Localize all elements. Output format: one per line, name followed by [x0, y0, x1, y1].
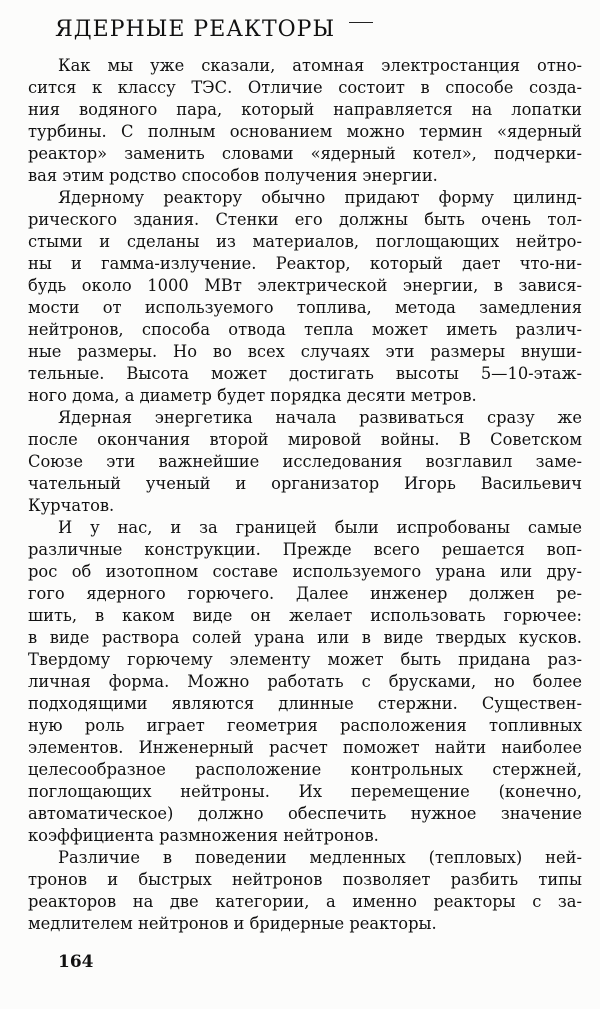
text-line: целесообразное расположение контрольных стержней,	[28, 760, 582, 779]
text-line: автоматическое) должно обеспечить нужное значение	[28, 804, 582, 823]
page-number: 164	[58, 952, 94, 972]
text-line: Ядерная энергетика начала развиваться сразу же	[58, 408, 582, 427]
paragraph-4	[28, 517, 582, 847]
heading-title: ЯДЕРНЫЕ РЕАКТОРЫ	[55, 16, 336, 42]
text-line: Союзе эти важнейшие исследования возглавил заме-	[28, 452, 582, 471]
text-line: различные конструкции. Прежде всего решается воп-	[28, 540, 582, 559]
text-line: личная форма. Можно работать с брусками, но более	[28, 672, 582, 691]
paragraph-1	[28, 55, 582, 187]
text-line: реакторов на две категории, а именно реакторы с за-	[28, 892, 582, 911]
text-line: ные размеры. Но во всех случаях эти размеры внуши-	[28, 342, 582, 361]
text-line: Различие в поведении медленных (тепловых) ней-	[58, 848, 582, 867]
text-line: чательный ученый и организатор Игорь Васильевич	[28, 474, 582, 493]
paragraph-5	[28, 847, 582, 935]
text-line: медлителем нейтронов и бридерные реакторы.	[28, 914, 437, 933]
text-line: нейтронов, способа отвода тепла может иметь различ-	[28, 320, 582, 339]
body-text	[28, 55, 582, 935]
paragraph-2	[28, 187, 582, 407]
text-line: рического здания. Стенки его должны быть очень тол-	[28, 210, 582, 229]
text-line: гого ядерного горючего. Далее инженер должен ре-	[28, 584, 582, 603]
text-line: в виде раствора солей урана или в виде твердых кусков.	[28, 628, 582, 647]
paragraph-3	[28, 407, 582, 517]
text-line: элементов. Инженерный расчет поможет найти наиболее	[28, 738, 582, 757]
text-line: поглощающих нейтроны. Их перемещение (конечно,	[28, 782, 582, 801]
text-line: стыми и сделаны из материалов, поглощающих нейтро-	[28, 232, 582, 251]
text-line: тронов и быстрых нейтронов позволяет разбить типы	[28, 870, 582, 889]
text-line: ны и гамма-излучение. Реактор, который дает что-ни-	[28, 254, 582, 273]
text-line: Курчатов.	[28, 496, 115, 515]
text-line: вая этим родство способов получения энергии.	[28, 166, 438, 185]
text-line: сится к классу ТЭС. Отличие состоит в способе созда-	[28, 78, 582, 97]
text-line: рос об изотопном составе используемого урана или дру-	[28, 562, 582, 581]
text-line: турбины. С полным основанием можно термин «ядерный	[28, 122, 582, 141]
text-line: тельные. Высота может достигать высоты 5—10-этаж-	[28, 364, 582, 383]
page-heading	[55, 12, 575, 46]
text-line: И у нас, и за границей были испробованы самые	[58, 518, 582, 537]
text-line: ную роль играет геометрия расположения топливных	[28, 716, 582, 735]
text-line: реактор» заменить словами «ядерный котел», подчерки-	[28, 144, 582, 163]
heading-rule	[349, 22, 373, 23]
text-line: Ядерному реактору обычно придают форму цилинд-	[58, 188, 582, 207]
text-line: шить, в каком виде он желает использовать горючее:	[28, 606, 582, 625]
text-line: Твердому горючему элементу может быть придана раз-	[28, 650, 582, 669]
text-line: коэффициента размножения нейтронов.	[28, 826, 379, 845]
text-line: после окончания второй мировой войны. В Советском	[28, 430, 582, 449]
text-line: Как мы уже сказали, атомная электростанция отно-	[58, 56, 582, 75]
text-line: мости от используемого топлива, метода замедления	[28, 298, 582, 317]
text-line: ного дома, а диаметр будет порядка десяти метров.	[28, 386, 477, 405]
text-line: подходящими являются длинные стержни. Существен-	[28, 694, 582, 713]
text-line: будь около 1000 МВт электрической энергии, в завися-	[28, 276, 582, 295]
text-line: ния водяного пара, который направляется на лопатки	[28, 100, 582, 119]
